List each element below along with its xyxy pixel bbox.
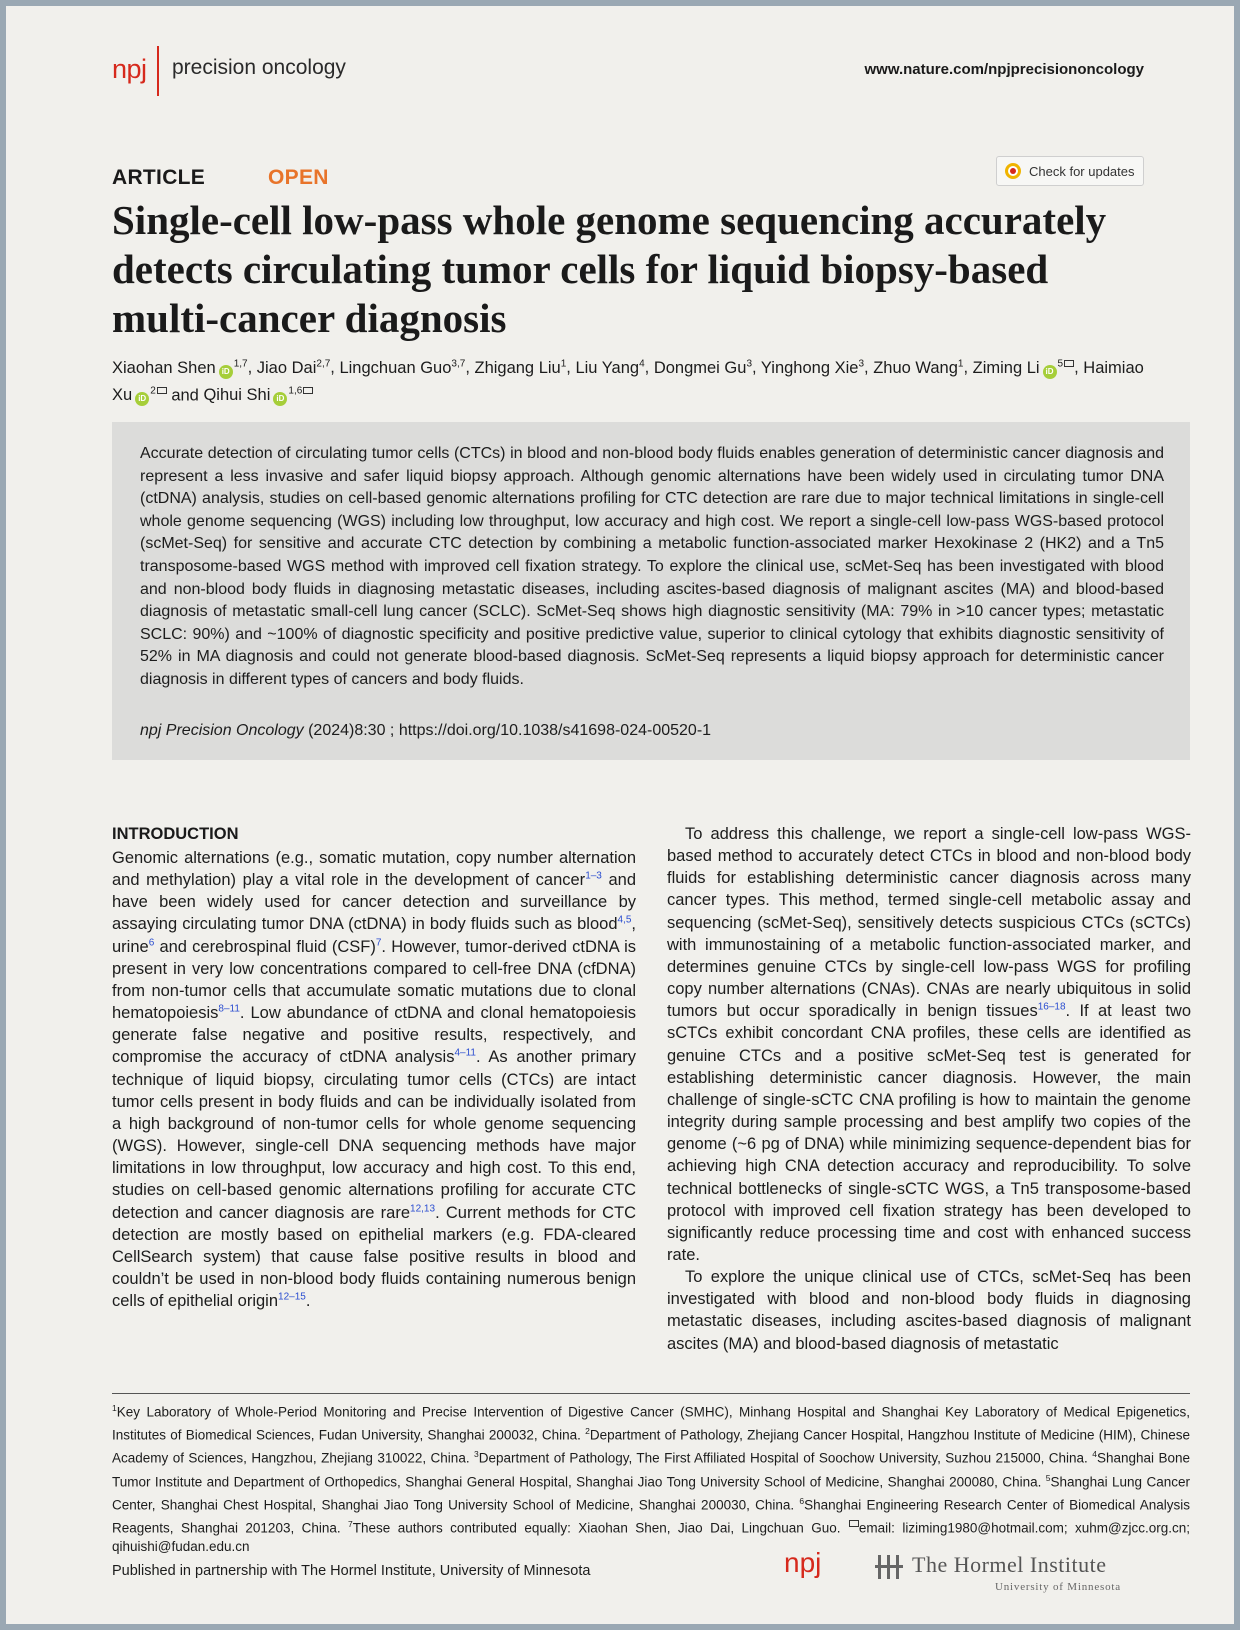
text-run: Genomic alternations (e.g., somatic mutation, copy number alternation and methylation) play a vital role in the development of cancer bbox=[112, 849, 636, 890]
email-icon bbox=[849, 1520, 859, 1527]
intro-paragraph-1 bbox=[112, 847, 636, 1312]
author-name[interactable]: Jiao Dai bbox=[256, 358, 317, 377]
logo-divider bbox=[157, 46, 159, 96]
author-affiliation: 4 bbox=[639, 358, 645, 369]
check-for-updates-button[interactable] bbox=[996, 156, 1144, 186]
article-page bbox=[6, 6, 1234, 1624]
affiliation-text: Shanghai Bone Tumor Institute and Department of Orthopedics, Shanghai General Hospital, Shanghai Jiao Tong University School of Medicine, Shanghai 200080, China. bbox=[112, 1450, 1190, 1490]
citation-journal: npj Precision Oncology bbox=[140, 722, 304, 739]
author bbox=[112, 359, 248, 377]
affiliation-text: Key Laboratory of Whole-Period Monitoring and Precise Intervention of Digestive Cancer (SMHC), Minhang Hospital and Shanghai Key Laboratory of Medical Epigenetics, Institutes of Biomedical Sciences, Fudan University, Shanghai 200032, China. bbox=[112, 1404, 1190, 1443]
check-for-updates-label: Check for updates bbox=[1029, 163, 1135, 179]
author-list: Xiaohan Shen iD$^{1,7}$, Jiao Dai$^{2,7}$, Lingchuan Guo$^{3,7}$, Zhigang Liu$^1$, Liu Yang$^4$, Dongmei Gu$^3$, Yinghong Xie$^3$, Zhuo Wang$^1$, Ziming Li $iD^5$ , Haimiao Xu $iD^2$ and Qihui Shi iD$^{1,6}$ bbox=[112, 358, 1144, 404]
university-of-minnesota-label: University of Minnesota bbox=[995, 1581, 1121, 1593]
author-affiliation: 1 bbox=[957, 358, 964, 369]
affiliation-number: 4 bbox=[1092, 1449, 1097, 1460]
author-name[interactable]: Haimiao Xu bbox=[112, 358, 1144, 404]
reference-link[interactable]: 6 bbox=[148, 937, 155, 949]
affiliation-text: Department of Pathology, Zhejiang Cancer Hospital, Hangzhou Institute of Medicine (HIM), Chinese Academy of Sciences, Hangzhou, Zhejiang 310022, China. bbox=[112, 1427, 1190, 1466]
citation-doi[interactable]: (2024)8:30 ; https://doi.org/10.1038/s41698-024-00520-1 bbox=[303, 722, 712, 739]
author-affiliation: 3 bbox=[858, 358, 865, 369]
partnership-note: Published in partnership with The Hormel Institute, University of Minnesota bbox=[112, 1563, 591, 1579]
author-name[interactable]: Liu Yang bbox=[575, 358, 640, 377]
journal-name: precision oncology bbox=[172, 56, 346, 79]
footnote-divider bbox=[112, 1393, 1190, 1394]
text-run: . Low abundance of ctDNA and clonal hematopoiesis generate false negative and positive results, respectively, and compromise the accuracy of ctDNA analysis bbox=[112, 1004, 636, 1067]
reference-link[interactable]: 12–15 bbox=[278, 1291, 306, 1303]
hormel-institute-icon bbox=[874, 1552, 904, 1582]
author-affiliation: 1,7 bbox=[233, 358, 248, 369]
text-run: . However, tumor-derived ctDNA is present in very low concentrations compared to cell-free DNA (cfDNA) from non-tumor cells that accumulate somatic mutations due to clonal hematopoiesis bbox=[112, 937, 636, 1023]
author-affiliation: 1,6 bbox=[288, 385, 303, 397]
affiliation-number: 2 bbox=[585, 1426, 590, 1437]
introduction-heading: INTRODUCTION bbox=[112, 825, 239, 843]
author bbox=[973, 359, 1075, 377]
orcid-icon[interactable]: iD bbox=[273, 392, 287, 406]
affiliation-text: Shanghai Lung Cancer Center, Shanghai Chest Hospital, Shanghai Jiao Tong University School of Medicine, Shanghai 200030, China. bbox=[112, 1474, 1191, 1513]
npj-footer-logo: npj bbox=[784, 1547, 822, 1578]
affiliation-text: Shanghai Engineering Research Center of Biomedical Analysis Reagents, Shanghai 201203, China. bbox=[112, 1497, 1190, 1536]
author-name[interactable]: Xiaohan Shen bbox=[112, 358, 216, 377]
reference-link[interactable]: 1–3 bbox=[585, 870, 602, 882]
text-run: and have been widely used for cancer detection and surveillance by assaying circulating tumor DNA (ctDNA) in body fluids such as blood bbox=[112, 871, 636, 934]
article-title: Single-cell low-pass whole genome sequencing accurately detects circulating tumor cells for liquid biopsy-based multi-cancer diagnosis bbox=[112, 197, 1107, 341]
text-run: . Current methods for CTC detection are mostly based on epithelial markers (e.g. FDA-cleared CellSearch system) that cause false positive results in blood and couldn’t be used in non-blood body fluids containing numerous benign cells of epithelial origin bbox=[112, 1203, 636, 1311]
intro-paragraph-3: To explore the unique clinical use of CTCs, scMet-Seq has been investigated with blood and non-blood body fluids in diagnosing metastatic diseases, including ascites-based diagnosis of malignant ascites (MA) and blood-based diagnosis of metastatic bbox=[667, 1268, 1191, 1353]
text-run: . bbox=[305, 1292, 311, 1311]
author-affiliation: 2,7 bbox=[316, 358, 331, 369]
author-affiliation: 3,7 bbox=[451, 358, 466, 369]
abstract-text: Accurate detection of circulating tumor cells (CTCs) in blood and non-blood body fluids enables generation of deterministic cancer diagnosis and represent a less invasive and safer liquid biopsy approach. Although genomic alternations have been widely used in circulating tumor DNA (ctDNA) analysis, studies on cell-based genomic alternations profiling for CTC detection are rare due to major technical limitations in single-cell whole genome sequencing (WGS) including low throughput, low accuracy and high cost. We report a single-cell low-pass WGS-based protocol (scMet-Seq) for sensitive and accurate CTC detection by combining a metabolic function-associated marker Hexokinase 2 (HK2) and a Tn5 transposome-based WGS method with improved cell fixation strategy. To explore the clinical use, scMet-Seq has been investigated with blood and non-blood body fluids in diagnosing metastatic diseases, including ascites-based diagnosis of malignant ascites (MA) and blood-based diagnosis of metastatic small-cell lung cancer (SCLC). ScMet-Seq shows high diagnostic sensitivity (MA: 79% in >10 cancer types; metastatic SCLC: 90%) and ~100% of diagnostic specificity and positive predictive value, superior to clinical cytology that exhibits diagnostic sensitivity of 52% in MA diagnosis and could not generate blood-based diagnosis. ScMet-Seq represents a liquid biopsy approach for deterministic cancer diagnosis in different types of cancers and body fluids. bbox=[140, 445, 1164, 688]
reference-link[interactable]: 12,13 bbox=[410, 1203, 436, 1214]
text-run: and cerebrospinal fluid (CSF) bbox=[154, 937, 376, 956]
email-icon[interactable] bbox=[1064, 360, 1074, 367]
intro-paragraph-2 bbox=[667, 823, 1191, 1266]
author bbox=[654, 359, 752, 377]
author bbox=[761, 359, 864, 377]
author-name[interactable]: Ziming Li bbox=[972, 358, 1040, 377]
npj-logo: npj bbox=[112, 54, 147, 84]
author-name[interactable]: Qihui Shi bbox=[203, 386, 271, 404]
author bbox=[339, 359, 465, 377]
orcid-icon[interactable]: iD bbox=[219, 365, 233, 379]
right-column bbox=[667, 823, 1191, 1355]
author bbox=[474, 359, 566, 377]
left-column bbox=[112, 823, 636, 1312]
author-affiliation: 1 bbox=[560, 358, 567, 369]
affiliation-number: 6 bbox=[799, 1495, 805, 1506]
author-name[interactable]: Dongmei Gu bbox=[653, 358, 747, 377]
affiliation-number: 5 bbox=[1045, 1472, 1051, 1483]
affiliation-text: Department of Pathology, The First Affiliated Hospital of Soochow University, Suzhou 215000, China. bbox=[478, 1450, 1093, 1466]
reference-link[interactable]: 16–18 bbox=[1037, 1001, 1066, 1013]
affiliation-number: 1 bbox=[112, 1403, 117, 1413]
reference-link[interactable]: 4–11 bbox=[454, 1047, 476, 1059]
author bbox=[873, 359, 963, 377]
author-affiliation: 3 bbox=[746, 358, 753, 369]
reference-link[interactable]: 7 bbox=[375, 937, 382, 949]
reference-link[interactable]: 4,5 bbox=[617, 914, 632, 926]
author-name[interactable]: Zhuo Wang bbox=[873, 358, 958, 377]
open-access-label: OPEN bbox=[268, 166, 329, 189]
author-affiliation: 2 bbox=[150, 385, 156, 397]
text-run: To address this challenge, we report a single-cell low-pass WGS-based method to accurately detect CTCs in blood and non-blood body fluids for establishing deterministic cancer diagnosis across many cancer types. This method, termed single-cell metabolic assay and sequencing (scMet-Seq), sensitively detects suspicious CTCs (sCTCs) with immunostaining of a metabolic function-associated marker, and determines genuine CTCs by single-cell low-pass WGS for profiling copy number alternations (CNAs). CNAs are nearly ubiquitous in solid tumors but occur sporadically in benign tissues bbox=[667, 825, 1191, 1021]
reference-link[interactable]: 8–11 bbox=[218, 1003, 240, 1015]
crossmark-icon bbox=[1005, 163, 1021, 179]
email-addresses[interactable]: email: liziming1980@hotmail.com; xuhm@zjcc.org.cn; qihuishi@fudan.edu.cn bbox=[112, 1520, 1190, 1555]
author bbox=[257, 359, 331, 377]
article-type-label: ARTICLE bbox=[112, 166, 206, 189]
orcid-icon[interactable]: iD bbox=[135, 392, 149, 406]
text-run: , urine bbox=[112, 915, 636, 956]
citation-line bbox=[140, 722, 1164, 740]
journal-url-link[interactable]: www.nature.com/npjprecisiononcology bbox=[864, 61, 1144, 78]
author-name[interactable]: Yinghong Xie bbox=[760, 358, 859, 377]
hormel-institute-logo: The Hormel Institute bbox=[912, 1552, 1107, 1577]
author bbox=[575, 359, 644, 377]
author-name[interactable]: Zhigang Liu bbox=[474, 358, 561, 377]
email-icon[interactable] bbox=[303, 387, 313, 394]
orcid-icon[interactable]: iD bbox=[1043, 365, 1057, 379]
author bbox=[203, 386, 313, 404]
affiliations-footnote bbox=[112, 1399, 1190, 1557]
text-run: . As another primary technique of liquid biopsy, circulating tumor cells (CTCs) are intact tumor cells present in body fluids and can be individually isolated from a high background of non-tumor cells for whole genome sequencing (WGS). However, single-cell DNA sequencing methods have major limitations in low throughput, low accuracy and high cost. To this end, studies on cell-based genomic alternations profiling for accurate CTC detection and cancer diagnosis are rare bbox=[112, 1048, 636, 1222]
affiliation-number: 3 bbox=[474, 1449, 479, 1460]
email-icon[interactable] bbox=[157, 387, 167, 394]
text-run: . If at least two sCTCs exhibit concordant CNA profiles, these cells are identified as genuine CTCs and a positive scMet-Seq test is generated for establishing deterministic cancer diagnosis. However, the main challenge of single-sCTC CNA profiling is how to maintain the genome integrity during sample processing and best amplify two copies of the genome (~6 pg of DNA) while minimizing sequence-dependent bias for achieving high CNA detection accuracy and reproducibility. To solve technical bottlenecks of single-sCTC WGS, a Tn5 transposome-based protocol with improved cell fixation strategy has been developed to significantly reduce processing time and cost with enhanced success rate. bbox=[667, 1002, 1191, 1264]
affiliation-text: These authors contributed equally: Xiaohan Shen, Jiao Dai, Lingchuan Guo. bbox=[352, 1520, 848, 1536]
author-affiliation: 5 bbox=[1057, 358, 1064, 369]
author-name[interactable]: Lingchuan Guo bbox=[339, 358, 452, 377]
affiliation-number: 7 bbox=[348, 1519, 353, 1530]
